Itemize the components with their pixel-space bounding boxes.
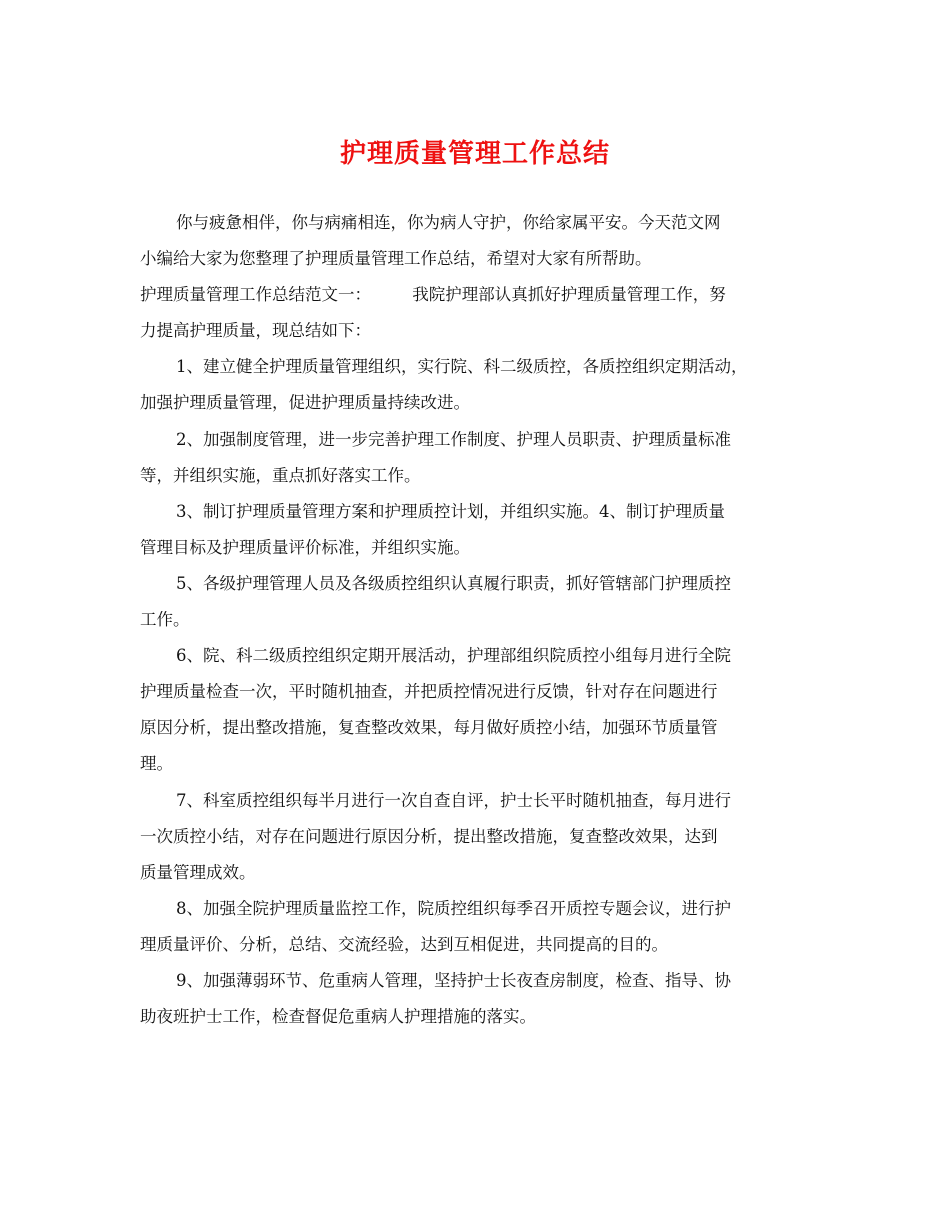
text-line: 6、院、科二级质控组织定期开展活动，护理部组织院质控小组每月进行全院	[176, 646, 731, 666]
text-line: 理质量评价、分析，总结、交流经验，达到互相促进，共同提高的目的。	[140, 934, 668, 954]
text-line: 一次质控小结，对存在问题进行原因分析，提出整改措施，复查整改效果，达到	[140, 826, 718, 846]
text-line: 7、科室质控组织每半月进行一次自查自评，护士长平时随机抽查，每月进行	[176, 790, 731, 810]
text-line: 理。	[140, 754, 173, 774]
document-title: 护理质量管理工作总结	[339, 139, 610, 169]
text-line: 等，并组织实施，重点抓好落实工作。	[140, 465, 421, 485]
text-line: 8、加强全院护理质量监控工作，院质控组织每季召开质控专题会议，进行护	[176, 898, 731, 918]
text-line: 工作。	[140, 610, 190, 630]
text-line: 质量管理成效。	[140, 862, 256, 882]
text-line: 力提高护理质量，现总结如下：	[140, 321, 371, 341]
document-body	[140, 205, 812, 1035]
text-line: 2、加强制度管理，进一步完善护理工作制度、护理人员职责、护理质量标准	[176, 429, 731, 449]
text-line: 管理目标及护理质量评价标准，并组织实施。	[140, 537, 470, 557]
text-line: 护理质量检查一次，平时随机抽查，并把质控情况进行反馈，针对存在问题进行	[140, 682, 718, 702]
text-line: 9、加强薄弱环节、危重病人管理，坚持护士长夜查房制度，检查、指导、协	[176, 970, 731, 990]
text-line: 你与疲惫相伴，你与病痛相连，你为病人守护，你给家属平安。今天范文网	[176, 213, 721, 232]
text-line: 护理质量管理工作总结范文一： 我院护理部认真抓好护理质量管理工作，努	[140, 285, 726, 305]
text-line: 3、制订护理质量管理方案和护理质控计划，并组织实施。4、制订护理质量	[176, 501, 725, 521]
text-line: 1、建立健全护理质量管理组织，实行院、科二级质控，各质控组织定期活动，	[176, 357, 748, 377]
text-line: 原因分析，提出整改措施，复查整改效果，每月做好质控小结，加强环节质量管	[140, 718, 718, 738]
text-line: 5、各级护理管理人员及各级质控组织认真履行职责，抓好管辖部门护理质控	[176, 573, 731, 593]
text-line: 助夜班护士工作，检查督促危重病人护理措施的落实。	[140, 1007, 536, 1027]
text-line: 小编给大家为您整理了护理质量管理工作总结，希望对大家有所帮助。	[140, 249, 652, 269]
text-line: 加强护理质量管理，促进护理质量持续改进。	[140, 393, 470, 413]
